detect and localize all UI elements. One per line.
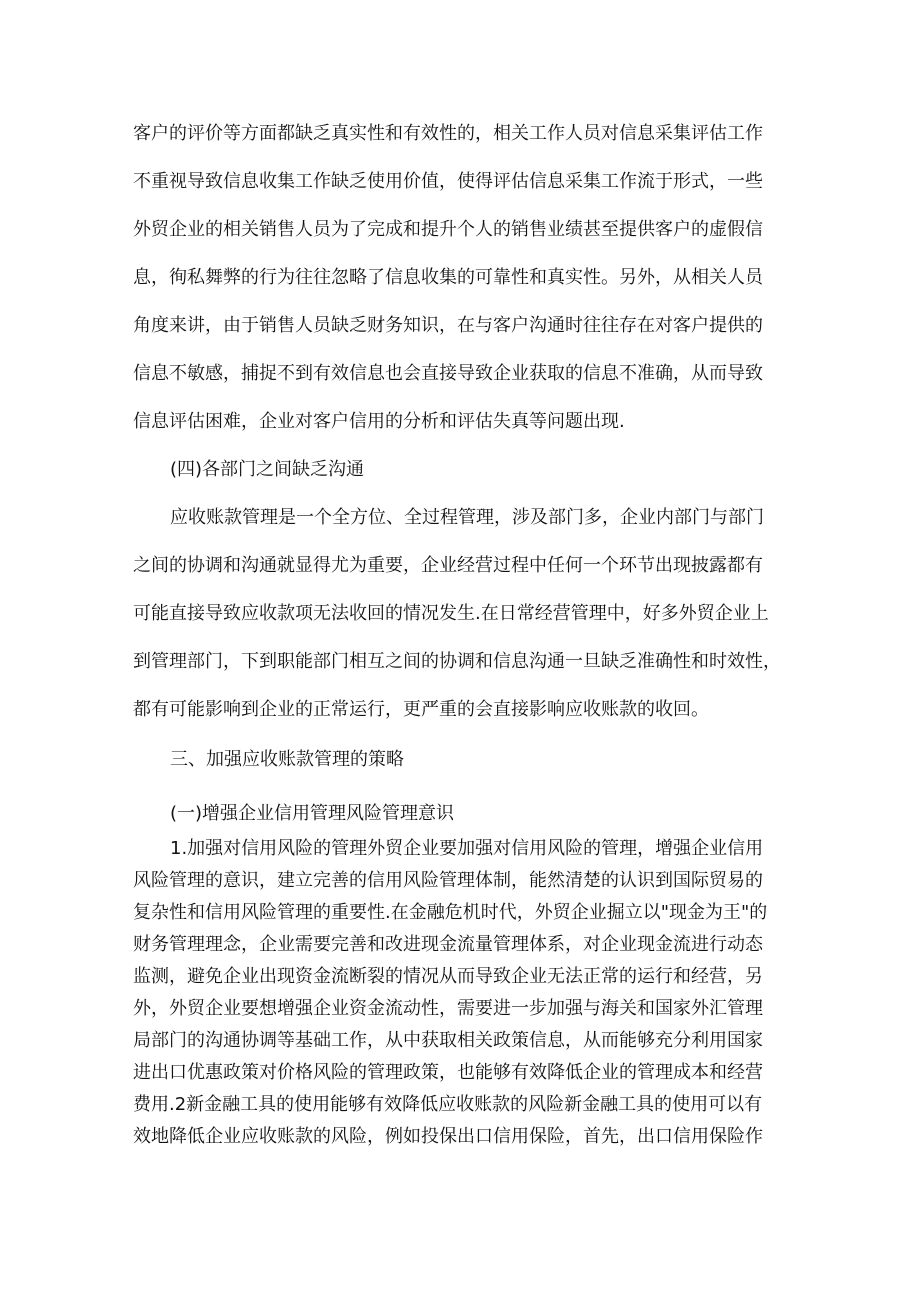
paragraph-line: 应收账款管理是一个全方位、全过程管理，涉及部门多，企业内部门与部门 [170,507,764,528]
paragraph-line: 复杂性和信用风险管理的重要性.在金融危机时代，外贸企业掘立以"现金为王"的 [133,902,768,923]
paragraph-line: 都有可能影响到企业的正常运行，更严重的会直接影响应收账款的收回。 [133,699,709,720]
paragraph-line: 外贸企业的相关销售人员为了完成和提升个人的销售业绩甚至提供客户的虚假信 [133,219,763,240]
chapter-heading-3: 三、加强应收账款管理的策略 [170,749,404,770]
paragraph-line: 客户的评价等方面都缺乏真实性和有效性的，相关工作人员对信息采集评估工作 [133,123,763,144]
paragraph-line: 进出口优惠政策对价格风险的管理政策，也能够有效降低企业的管理成本和经营 [133,1062,763,1083]
paragraph-line: 监测，避免企业出现资金流断裂的情况从而导致企业无法正常的运行和经营，另 [133,966,763,987]
paragraph-line: 费用.2新金融工具的使用能够有效降低应收账款的风险新金融工具的使用可以有 [133,1094,763,1115]
paragraph-line: 到管理部门，下到职能部门相互之间的协调和信息沟通一旦缺乏准确性和时效性， [133,651,781,672]
paragraph-line: 1.加强对信用风险的管理外贸企业要加强对信用风险的管理，增强企业信用 [170,838,764,859]
paragraph-line: 信息不敏感，捕捉不到有效信息也会直接导致企业获取的信息不准确，从而导致 [133,363,763,384]
paragraph-line: 财务管理理念，企业需要完善和改进现金流量管理体系，对企业现金流进行动态 [133,934,763,955]
paragraph-line: 之间的协调和沟通就显得尤为重要，企业经营过程中任何一个环节出现披露都有 [133,555,763,576]
section-heading-1: (一)增强企业信用管理风险管理意识 [170,803,455,824]
paragraph-line: 不重视导致信息收集工作缺乏使用价值，使得评估信息采集工作流于形式，一些 [133,171,763,192]
paragraph-line: 角度来讲，由于销售人员缺乏财务知识，在与客户沟通时往往存在对客户提供的 [133,315,763,336]
paragraph-line: 息，徇私舞弊的行为往往忽略了信息收集的可靠性和真实性。另外，从相关人员 [133,267,763,288]
paragraph-line: 效地降低企业应收账款的风险，例如投保出口信用保险，首先，出口信用保险作 [133,1126,763,1147]
paragraph-line: 可能直接导致应收款项无法收回的情况发生.在日常经营管理中，好多外贸企业上 [133,603,769,624]
section-heading-4: (四)各部门之间缺乏沟通 [170,459,365,480]
paragraph-line: 外，外贸企业要想增强企业资金流动性，需要进一步加强与海关和国家外汇管理 [133,998,763,1019]
paragraph-line: 风险管理的意识，建立完善的信用风险管理体制，能然清楚的认识到国际贸易的 [133,870,763,891]
paragraph-line: 局部门的沟通协调等基础工作，从中获取相关政策信息，从而能够充分利用国家 [133,1030,763,1051]
paragraph-line: 信息评估困难，企业对客户信用的分析和评估失真等问题出现. [133,411,625,432]
